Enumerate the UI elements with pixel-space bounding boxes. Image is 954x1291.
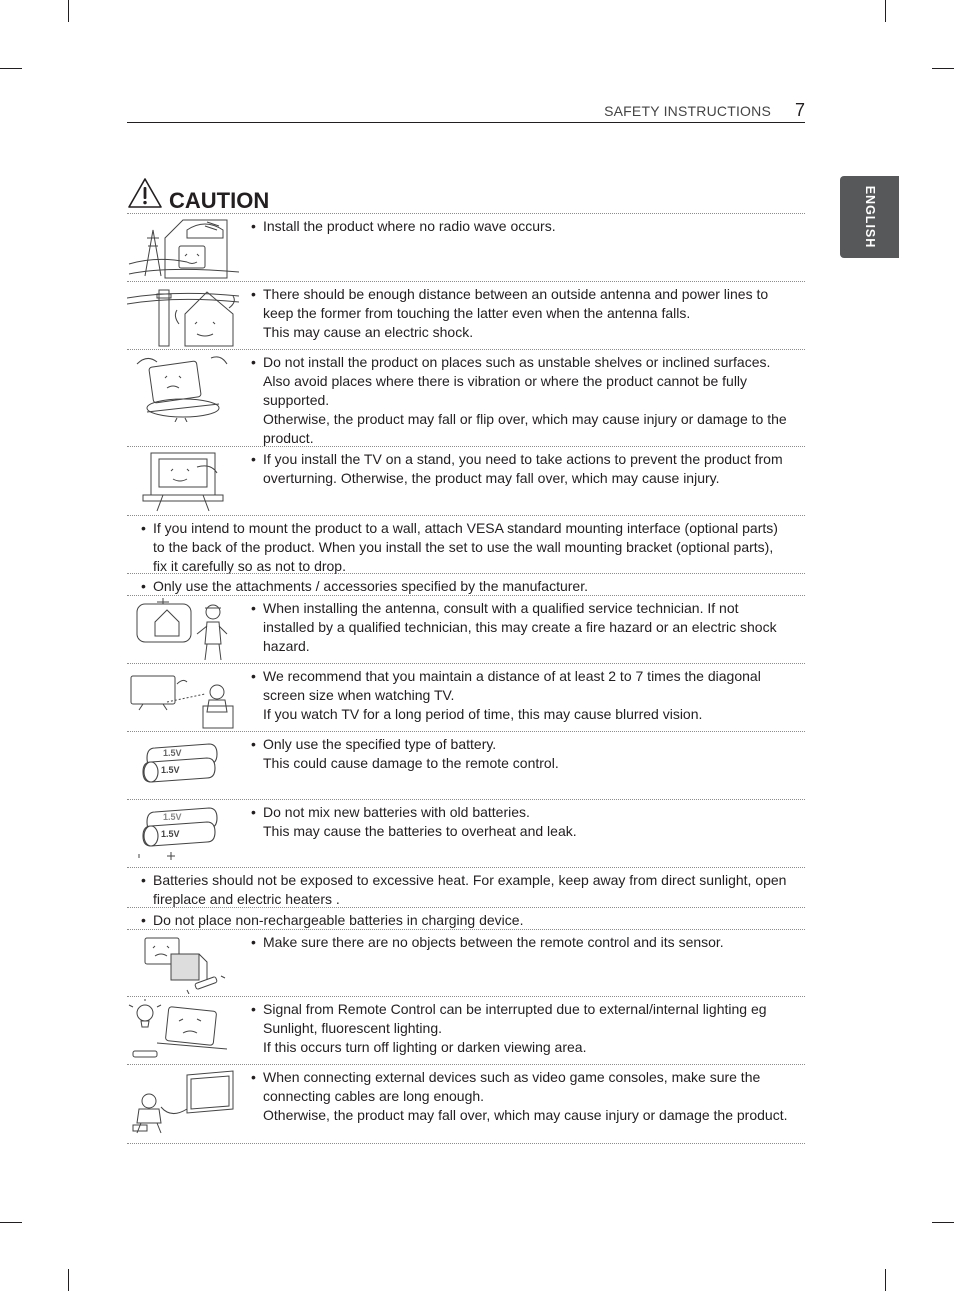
caution-item <box>127 281 805 350</box>
crop-mark <box>932 68 954 69</box>
caution-item <box>127 213 805 282</box>
remote-sensor-illustration <box>127 932 239 994</box>
caution-item <box>127 573 805 596</box>
item-text: • Batteries should not be exposed to excessive heat. For example, keep away from direct sunlight, open fireplace and electric heaters . <box>141 871 791 909</box>
item-text: • Install the product where no radio wave occurs. <box>251 217 791 236</box>
item-text: • Do not mix new batteries with old batteries. This may cause the batteries to overheat and leak. <box>251 803 791 841</box>
item-text: • There should be enough distance between an outside antenna and power lines to keep the former from touching the latter even when the antenna falls. This may cause an electric shock. <box>251 285 791 342</box>
item-text: • If you intend to mount the product to a wall, attach VESA standard mounting interface (optional parts) to the back of the product. When you install the set to use the wall mounting bracket (optional parts), fix it carefully so as not to drop. <box>141 519 791 576</box>
antenna-powerlines-illustration <box>127 284 239 348</box>
item-text: • Do not place non-rechargeable batteries in charging device. <box>141 911 791 930</box>
battery-label: 1.5V <box>163 748 182 758</box>
item-text: • Do not install the product on places such as unstable shelves or inclined surfaces. Also avoid places where there is vibration or where the product cannot be fully supported. Otherwise, the product may fall or flip over, which may cause injury or damage to the product. <box>251 353 791 448</box>
cable-length-illustration <box>127 1069 239 1135</box>
caution-item <box>127 867 805 908</box>
caution-item <box>127 595 805 664</box>
battery-label: 1.5V <box>161 829 180 839</box>
caution-item <box>127 1064 805 1144</box>
item-text: • Make sure there are no objects between the remote control and its sensor. <box>251 933 791 952</box>
crop-mark <box>0 1222 22 1223</box>
caution-item <box>127 446 805 516</box>
caution-item <box>127 907 805 930</box>
item-text: • If you install the TV on a stand, you need to take actions to prevent the product from overturning. Otherwise, the product may fall over, which may cause injury. <box>251 450 791 488</box>
mixed-batteries-illustration <box>127 804 239 864</box>
technician-illustration <box>127 598 239 662</box>
item-text: • We recommend that you maintain a distance of at least 2 to 7 times the diagonal screen size when watching TV. If you watch TV for a long period of time, this may cause blurred vision. <box>251 667 791 724</box>
house-antenna-illustration <box>127 216 239 280</box>
caution-item <box>127 731 805 800</box>
item-text: • When installing the antenna, consult with a qualified service technician. If not installed by a qualified technician, this may create a fire hazard or an electric shock hazard. <box>251 599 791 656</box>
item-text: • Signal from Remote Control can be interrupted due to external/internal lighting eg Sunlight, fluorescent lighting. If this occurs turn off lighting or darken viewing area. <box>251 1000 791 1057</box>
crop-mark <box>885 0 886 22</box>
unstable-tv-illustration <box>127 352 239 422</box>
warning-triangle-icon <box>127 177 163 209</box>
crop-mark <box>885 1269 886 1291</box>
caution-item <box>127 663 805 732</box>
caution-item <box>127 929 805 997</box>
page-number: 7 <box>794 100 805 120</box>
caution-heading <box>127 177 805 213</box>
crop-mark <box>68 1269 69 1291</box>
battery-illustration <box>127 742 239 792</box>
viewing-distance-illustration <box>127 666 239 730</box>
caution-title: CAUTION <box>169 188 270 213</box>
lighting-interference-illustration <box>127 999 239 1063</box>
section-title: SAFETY INSTRUCTIONS <box>604 103 771 119</box>
crop-mark <box>68 0 69 22</box>
crop-mark <box>0 68 22 69</box>
battery-label: 1.5V <box>163 812 182 822</box>
item-text: • Only use the specified type of battery. This could cause damage to the remote control. <box>251 735 791 773</box>
language-tab <box>840 176 899 258</box>
item-text: • Only use the attachments / accessories specified by the manufacturer. <box>141 577 791 596</box>
language-tab-label: ENGLISH <box>862 185 877 249</box>
tv-stand-illustration <box>127 449 239 513</box>
caution-item <box>127 349 805 447</box>
crop-mark <box>932 1222 954 1223</box>
battery-label: 1.5V <box>161 765 180 775</box>
page-header <box>127 100 805 123</box>
item-text: • When connecting external devices such as video game consoles, make sure the connecting cables are long enough. Otherwise, the product may fall over, which may cause injury or damage the product. <box>251 1068 791 1125</box>
caution-item <box>127 996 805 1065</box>
caution-item <box>127 799 805 868</box>
caution-item <box>127 515 805 574</box>
